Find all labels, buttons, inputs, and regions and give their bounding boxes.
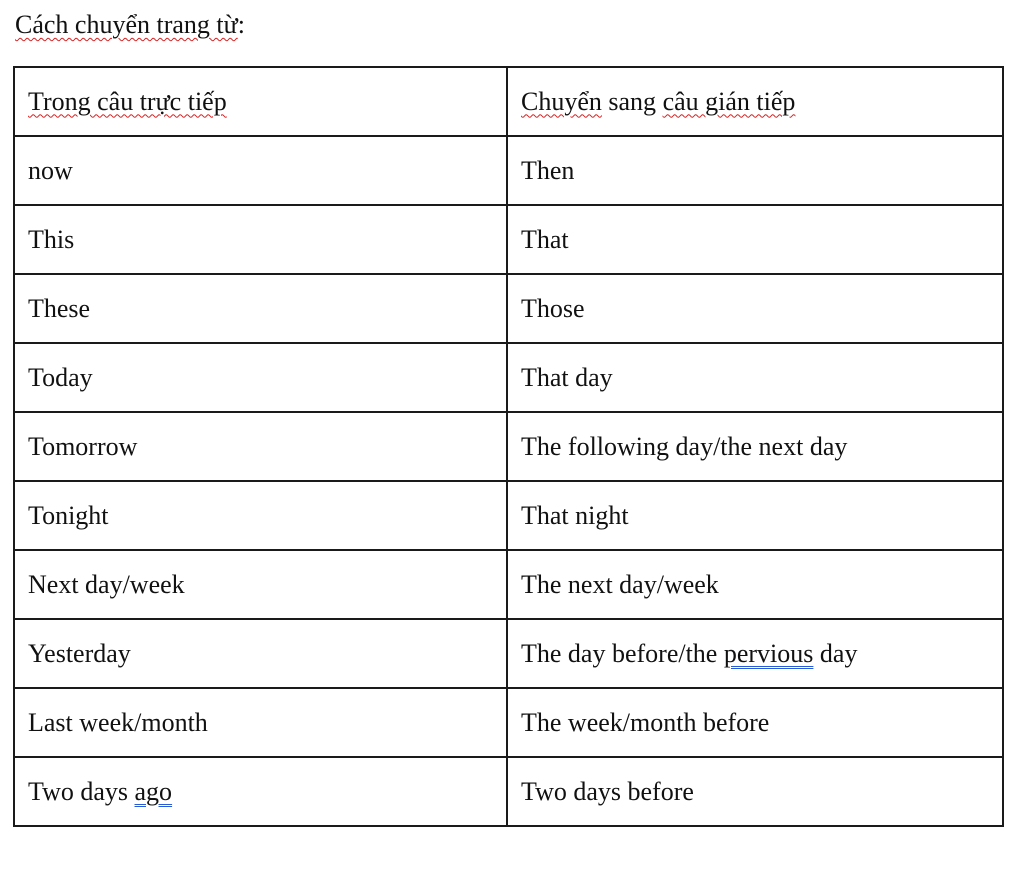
direct-speech-cell bbox=[14, 481, 507, 550]
indirect-speech-cell bbox=[507, 757, 1003, 826]
indirect-speech-cell bbox=[507, 205, 1003, 274]
text-run: Tomorrow bbox=[28, 431, 138, 461]
table-row bbox=[14, 274, 1003, 343]
table-row bbox=[14, 412, 1003, 481]
table-row bbox=[14, 343, 1003, 412]
table-row bbox=[14, 757, 1003, 826]
text-run: That bbox=[521, 224, 569, 254]
text-run: Those bbox=[521, 293, 585, 323]
direct-speech-cell bbox=[14, 412, 507, 481]
direct-speech-cell bbox=[14, 274, 507, 343]
indirect-speech-cell bbox=[507, 619, 1003, 688]
direct-speech-cell bbox=[14, 343, 507, 412]
text-run: The week/month before bbox=[521, 707, 770, 737]
text-run: day bbox=[813, 638, 858, 668]
table-row bbox=[14, 481, 1003, 550]
indirect-speech-cell bbox=[507, 136, 1003, 205]
text-run: Tonight bbox=[28, 500, 109, 530]
text-run: That day bbox=[521, 362, 613, 392]
text-run: Next day/week bbox=[28, 569, 185, 599]
direct-speech-cell bbox=[14, 136, 507, 205]
grammar-marked-text: pervious bbox=[723, 638, 814, 668]
direct-speech-cell bbox=[14, 757, 507, 826]
text-run: Then bbox=[521, 155, 575, 185]
text-run: The next day/week bbox=[521, 569, 719, 599]
table-row bbox=[14, 688, 1003, 757]
text-run: Yesterday bbox=[28, 638, 131, 668]
text-run: The day before/the bbox=[521, 638, 724, 668]
spell-marked-text: câu gián tiếp bbox=[662, 86, 796, 116]
text-run: Last week/month bbox=[28, 707, 208, 737]
table-row bbox=[14, 205, 1003, 274]
direct-speech-cell bbox=[14, 67, 507, 136]
page-heading bbox=[15, 8, 245, 42]
text-run: The following day/the next day bbox=[521, 431, 848, 461]
text-run: now bbox=[28, 155, 73, 185]
text-run: sang bbox=[601, 86, 663, 116]
indirect-speech-cell bbox=[507, 481, 1003, 550]
direct-speech-cell bbox=[14, 550, 507, 619]
text-run: : bbox=[237, 10, 245, 39]
text-run: These bbox=[28, 293, 91, 323]
text-run: That night bbox=[521, 500, 629, 530]
table-row bbox=[14, 550, 1003, 619]
grammar-marked-text: ago bbox=[134, 776, 173, 806]
indirect-speech-cell bbox=[507, 343, 1003, 412]
text-run: This bbox=[28, 224, 75, 254]
direct-speech-cell bbox=[14, 619, 507, 688]
spell-marked-text: Chuyển bbox=[521, 86, 602, 116]
text-run: Today bbox=[28, 362, 93, 392]
table-row bbox=[14, 619, 1003, 688]
spell-marked-text: Cách chuyển trang từ bbox=[15, 10, 238, 39]
table-body bbox=[14, 67, 1003, 826]
direct-speech-cell bbox=[14, 205, 507, 274]
table-header-row bbox=[14, 67, 1003, 136]
spell-marked-text: Trong câu trực tiếp bbox=[28, 86, 227, 116]
table-row bbox=[14, 136, 1003, 205]
text-run: Two days before bbox=[521, 776, 694, 806]
direct-speech-cell bbox=[14, 688, 507, 757]
indirect-speech-cell bbox=[507, 550, 1003, 619]
indirect-speech-cell bbox=[507, 67, 1003, 136]
conversion-table bbox=[13, 66, 1004, 827]
indirect-speech-cell bbox=[507, 688, 1003, 757]
text-run: Two days bbox=[28, 776, 135, 806]
indirect-speech-cell bbox=[507, 412, 1003, 481]
indirect-speech-cell bbox=[507, 274, 1003, 343]
